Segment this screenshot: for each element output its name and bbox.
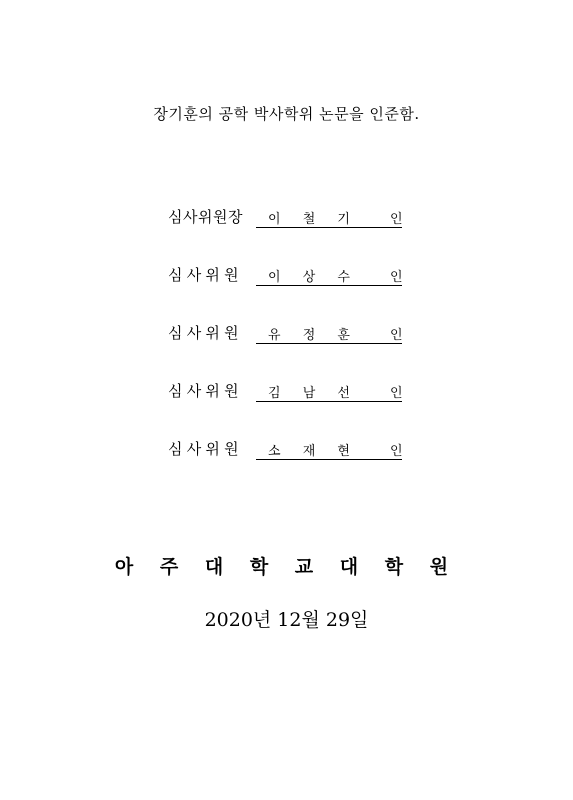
school-name: 아 주 대 학 교 대 학 원	[114, 556, 459, 578]
signature-line	[256, 285, 402, 286]
approval-date: 2020년 12월 29일	[204, 609, 369, 631]
committee-list	[168, 200, 408, 490]
member-role: 심사위원	[168, 266, 243, 284]
committee-member	[168, 432, 408, 490]
member-seal: 인	[390, 386, 403, 401]
signature-line	[256, 227, 402, 228]
signature-line	[256, 459, 402, 460]
approval-statement: 장기훈의 공학 박사학위 논문을 인준함.	[153, 105, 420, 123]
committee-member	[168, 374, 408, 432]
member-name: 이 상 수	[268, 270, 359, 285]
member-role: 심사위원	[168, 382, 243, 400]
member-role: 심사위원	[168, 440, 243, 458]
committee-member	[168, 258, 408, 316]
member-role: 심사위원장	[168, 208, 243, 226]
member-name: 유 정 훈	[268, 328, 359, 343]
member-name: 김 남 선	[268, 386, 359, 401]
committee-member	[168, 316, 408, 374]
member-seal: 인	[390, 328, 403, 343]
member-seal: 인	[390, 444, 403, 459]
signature-line	[256, 401, 402, 402]
signature-line	[256, 343, 402, 344]
member-role: 심사위원	[168, 324, 243, 342]
member-name: 소 재 현	[268, 444, 359, 459]
member-name: 이 철 기	[268, 212, 359, 227]
member-seal: 인	[390, 212, 403, 227]
member-seal: 인	[390, 270, 403, 285]
committee-member-chair	[168, 200, 408, 258]
